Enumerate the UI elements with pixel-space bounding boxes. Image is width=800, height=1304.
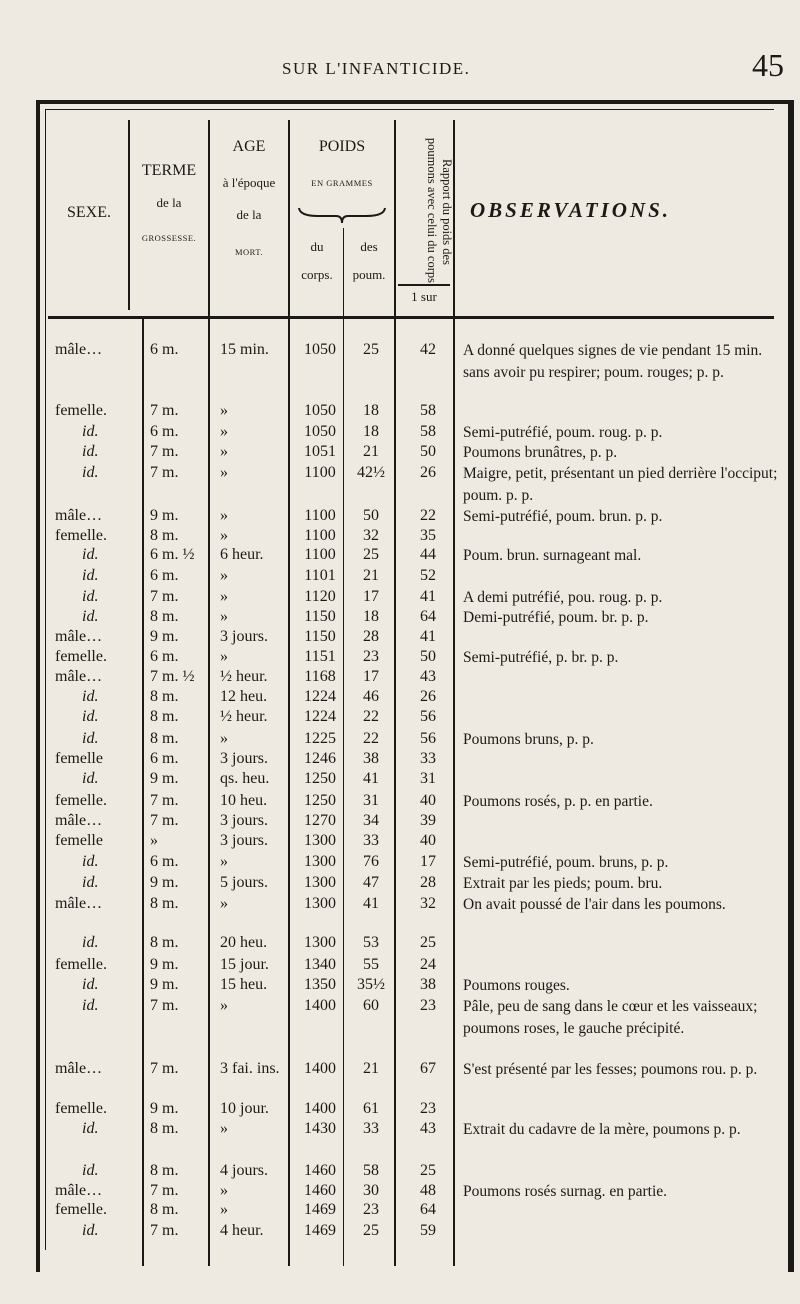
poids-poumons-cell: 30 [363, 1182, 379, 1199]
terme-cell: 7 m. [150, 464, 179, 481]
age-cell: » [220, 895, 228, 912]
poids-poumons-cell: 28 [363, 628, 379, 645]
poids-poumons-cell: 47 [363, 874, 379, 891]
poids-corps-cell: 1168 [304, 668, 336, 685]
sexe-cell: femelle. [55, 648, 107, 665]
terme-cell: 9 m. [150, 628, 179, 645]
sexe-cell: id. [82, 708, 99, 725]
poids-poumons-cell: 60 [363, 997, 379, 1014]
terme-cell: 8 m. [150, 527, 179, 544]
poids-corps-cell: 1100 [304, 527, 336, 544]
age-cell: 3 jours. [220, 750, 268, 767]
poids-poumons-cell: 58 [363, 1162, 379, 1179]
table-row [0, 1119, 800, 1143]
age-cell: 4 heur. [220, 1222, 264, 1239]
poids-corps-cell: 1460 [304, 1162, 336, 1179]
rapport-cell: 35 [420, 527, 436, 544]
age-cell: » [220, 567, 228, 584]
rapport-cell: 39 [420, 812, 436, 829]
poids-corps-cell: 1430 [304, 1120, 336, 1137]
sexe-cell: id. [82, 608, 99, 625]
observation-cell: Poumons bruns, p. p. [463, 731, 594, 748]
age-cell: » [220, 1201, 228, 1218]
rapport-cell: 23 [420, 1100, 436, 1117]
sexe-cell: femelle. [55, 402, 107, 419]
poids-poumons-cell: 41 [363, 895, 379, 912]
rapport-cell: 41 [420, 588, 436, 605]
rapport-cell: 58 [420, 402, 436, 419]
terme-cell: 8 m. [150, 934, 179, 951]
sexe-cell: mâle… [55, 341, 103, 358]
poids-corps-cell: 1300 [304, 934, 336, 951]
terme-cell: 8 m. [150, 1162, 179, 1179]
sexe-cell: id. [82, 588, 99, 605]
poids-corps-cell: 1250 [304, 770, 336, 787]
terme-cell: 9 m. [150, 507, 179, 524]
poids-corps-cell: 1400 [304, 1100, 336, 1117]
sexe-cell: id. [82, 423, 99, 440]
poids-poumons-cell: 55 [363, 956, 379, 973]
rapport-cell: 38 [420, 976, 436, 993]
sexe-cell: id. [82, 567, 99, 584]
terme-cell: 7 m. [150, 997, 179, 1014]
table-row [0, 933, 800, 957]
poids-poumons-cell: 21 [363, 443, 379, 460]
poids-poumons-cell: 61 [363, 1100, 379, 1117]
rapport-cell: 56 [420, 730, 436, 747]
observation-cell: S'est présenté par les fesses; poumons rou. p. p. [463, 1061, 758, 1078]
terme-cell: 6 m. [150, 341, 179, 358]
rapport-cell: 25 [420, 1162, 436, 1179]
poids-poumons-cell: 23 [363, 1201, 379, 1218]
poids-corps-cell: 1400 [304, 997, 336, 1014]
rapport-cell: 64 [420, 608, 436, 625]
poids-poumons-cell: 25 [363, 546, 379, 563]
sexe-cell: id. [82, 874, 99, 891]
age-cell: 15 heu. [220, 976, 268, 993]
header-poids-corps-2: corps. [301, 267, 333, 282]
rapport-cell: 22 [420, 507, 436, 524]
rapport-cell: 50 [420, 443, 436, 460]
poids-corps-cell: 1300 [304, 832, 336, 849]
rapport-cell: 64 [420, 1201, 436, 1218]
terme-cell: 8 m. [150, 708, 179, 725]
poids-poumons-cell: 42½ [357, 464, 385, 481]
poids-corps-cell: 1050 [304, 402, 336, 419]
age-cell: 3 jours. [220, 832, 268, 849]
rapport-cell: 41 [420, 628, 436, 645]
terme-cell: 6 m. [150, 423, 179, 440]
poids-corps-cell: 1225 [304, 730, 336, 747]
poids-corps-cell: 1300 [304, 874, 336, 891]
terme-cell: 8 m. [150, 1201, 179, 1218]
sexe-cell: id. [82, 730, 99, 747]
page-number: 45 [752, 47, 784, 83]
rapport-cell: 58 [420, 423, 436, 440]
terme-cell: 7 m. [150, 443, 179, 460]
poids-poumons-cell: 33 [363, 832, 379, 849]
age-cell: » [220, 730, 228, 747]
rapport-cell: 43 [420, 1120, 436, 1137]
poids-corps-cell: 1151 [304, 648, 336, 665]
sexe-cell: id. [82, 1162, 99, 1179]
rapport-cell: 52 [420, 567, 436, 584]
poids-poumons-cell: 18 [363, 608, 379, 625]
rapport-cell: 17 [420, 853, 436, 870]
observation-cell: A demi putréfié, pou. roug. p. p. [463, 589, 663, 606]
rapport-cell: 48 [420, 1182, 436, 1199]
poids-corps-cell: 1150 [304, 628, 336, 645]
age-cell: qs. heu. [220, 770, 270, 787]
sexe-cell: femelle. [55, 527, 107, 544]
poids-poumons-cell: 38 [363, 750, 379, 767]
header-rapport: Rapport du poids des poumons avec celui du corps. [425, 137, 454, 287]
terme-cell: » [150, 832, 158, 849]
sexe-cell: mâle… [55, 507, 103, 524]
sexe-cell: mâle… [55, 668, 103, 685]
rapport-cell: 24 [420, 956, 436, 973]
poids-poumons-cell: 18 [363, 402, 379, 419]
terme-cell: 7 m. [150, 1222, 179, 1239]
poids-corps-cell: 1400 [304, 1060, 336, 1077]
poids-corps-cell: 1101 [304, 567, 336, 584]
poids-corps-cell: 1224 [304, 708, 336, 725]
poids-corps-cell: 1300 [304, 895, 336, 912]
sexe-cell: mâle… [55, 1060, 103, 1077]
terme-cell: 9 m. [150, 1100, 179, 1117]
sexe-cell: id. [82, 464, 99, 481]
poids-poumons-cell: 32 [363, 527, 379, 544]
terme-cell: 8 m. [150, 895, 179, 912]
poids-corps-cell: 1120 [304, 588, 336, 605]
header-age-2: à l'époque [222, 175, 276, 190]
age-cell: 15 jour. [220, 956, 269, 973]
poids-corps-cell: 1300 [304, 853, 336, 870]
terme-cell: 8 m. [150, 688, 179, 705]
table-row [0, 707, 800, 731]
observation-cell: Extrait par les pieds; poum. bru. [463, 875, 663, 892]
poids-poumons-cell: 35½ [357, 976, 385, 993]
poids-corps-cell: 1270 [304, 812, 336, 829]
poids-corps-cell: 1469 [304, 1222, 336, 1239]
observation-cell: Pâle, peu de sang dans le cœur et les vaisseaux; poumons roses, le gauche précipité. [463, 998, 758, 1037]
header-poids-2: EN GRAMMES [311, 178, 373, 188]
rapport-cell: 56 [420, 708, 436, 725]
age-cell: » [220, 853, 228, 870]
poids-corps-cell: 1469 [304, 1201, 336, 1218]
header-observations: OBSERVATIONS. [470, 198, 672, 222]
sexe-cell: id. [82, 1120, 99, 1137]
terme-cell: 7 m. ½ [150, 668, 195, 685]
rapport-cell: 42 [420, 341, 436, 358]
observation-cell: Poum. brun. surnageant mal. [463, 547, 642, 564]
age-cell: » [220, 507, 228, 524]
sexe-cell: mâle… [55, 1182, 103, 1199]
poids-poumons-cell: 76 [363, 853, 379, 870]
terme-cell: 6 m. [150, 750, 179, 767]
sexe-cell: id. [82, 997, 99, 1014]
age-cell: ½ heur. [220, 708, 268, 725]
poids-poumons-cell: 17 [363, 668, 379, 685]
rapport-cell: 50 [420, 648, 436, 665]
header-poids-poum-2: poum. [352, 267, 386, 282]
header-age: AGE [232, 138, 266, 155]
terme-cell: 7 m. [150, 792, 179, 809]
header-terme-2: de la [156, 195, 182, 210]
sexe-cell: id. [82, 546, 99, 563]
age-cell: » [220, 464, 228, 481]
rapport-cell: 67 [420, 1060, 436, 1077]
observation-cell: Poumons rouges. [463, 977, 570, 994]
observation-cell: A donné quelques signes de vie pendant 15 min. sans avoir pu respirer; poum. rouges; p. p. [463, 342, 763, 381]
header-poids-poum: des [360, 239, 378, 254]
table-row [0, 894, 800, 918]
rapport-cell: 23 [420, 997, 436, 1014]
header-terme: TERME [141, 162, 197, 179]
age-cell: 10 heu. [220, 792, 268, 809]
table-row [0, 1221, 800, 1245]
poids-corps-cell: 1150 [304, 608, 336, 625]
age-cell: 12 heu. [220, 688, 268, 705]
terme-cell: 8 m. [150, 608, 179, 625]
observation-cell: Maigre, petit, présentant un pied derrière l'occiput; poum. p. p. [463, 465, 778, 504]
terme-cell: 7 m. [150, 402, 179, 419]
running-title: SUR L'INFANTICIDE. [282, 59, 471, 78]
age-cell: 3 fai. ins. [220, 1060, 280, 1077]
sexe-cell: id. [82, 1222, 99, 1239]
poids-corps-cell: 1051 [304, 443, 336, 460]
terme-cell: 6 m. [150, 853, 179, 870]
terme-cell: 9 m. [150, 976, 179, 993]
poids-poumons-cell: 33 [363, 1120, 379, 1137]
terme-cell: 7 m. [150, 1060, 179, 1077]
age-cell: 20 heu. [220, 934, 268, 951]
poids-corps-cell: 1340 [304, 956, 336, 973]
age-cell: 5 jours. [220, 874, 268, 891]
poids-poumons-cell: 23 [363, 648, 379, 665]
poids-poumons-cell: 22 [363, 708, 379, 725]
sexe-cell: femelle. [55, 1201, 107, 1218]
observation-cell: On avait poussé de l'air dans les poumons. [463, 896, 726, 913]
poids-corps-cell: 1100 [304, 507, 336, 524]
age-cell: ½ heur. [220, 668, 268, 685]
sexe-cell: mâle… [55, 628, 103, 645]
age-cell: 3 jours. [220, 812, 268, 829]
observation-cell: Semi-putréfié, poum. roug. p. p. [463, 424, 663, 441]
sexe-cell: femelle. [55, 1100, 107, 1117]
terme-cell: 9 m. [150, 956, 179, 973]
poids-poumons-cell: 18 [363, 423, 379, 440]
terme-cell: 7 m. [150, 1182, 179, 1199]
age-cell: » [220, 648, 228, 665]
table-row [0, 463, 800, 504]
poids-corps-cell: 1224 [304, 688, 336, 705]
age-cell: » [220, 402, 228, 419]
terme-cell: 7 m. [150, 588, 179, 605]
poids-poumons-cell: 17 [363, 588, 379, 605]
table-row [0, 1059, 800, 1083]
terme-cell: 8 m. [150, 1120, 179, 1137]
observation-cell: Demi-putréfié, poum. br. p. p. [463, 609, 649, 626]
poids-poumons-cell: 41 [363, 770, 379, 787]
terme-cell: 7 m. [150, 812, 179, 829]
sexe-cell: id. [82, 934, 99, 951]
age-cell: » [220, 588, 228, 605]
sexe-cell: mâle… [55, 895, 103, 912]
header-sexe: SEXE. [67, 204, 111, 221]
poids-poumons-cell: 22 [363, 730, 379, 747]
poids-poumons-cell: 21 [363, 1060, 379, 1077]
rapport-cell: 25 [420, 934, 436, 951]
header-poids: POIDS [318, 138, 366, 155]
terme-cell: 6 m. [150, 648, 179, 665]
poids-corps-cell: 1350 [304, 976, 336, 993]
poids-corps-cell: 1460 [304, 1182, 336, 1199]
observation-cell: Extrait du cadavre de la mère, poumons p. p. [463, 1121, 741, 1138]
age-cell: » [220, 1182, 228, 1199]
age-cell: 6 heur. [220, 546, 264, 563]
rapport-cell: 43 [420, 668, 436, 685]
observation-cell: Semi-putréfié, p. br. p. p. [463, 649, 619, 666]
rapport-cell: 33 [420, 750, 436, 767]
table-row [0, 996, 800, 1037]
sexe-cell: id. [82, 853, 99, 870]
header-poids-corps: du [310, 239, 324, 254]
rapport-cell: 40 [420, 792, 436, 809]
poids-poumons-cell: 53 [363, 934, 379, 951]
terme-cell: 6 m. ½ [150, 546, 195, 563]
poids-poumons-cell: 50 [363, 507, 379, 524]
age-cell: » [220, 443, 228, 460]
observation-cell: Poumons rosés surnag. en partie. [463, 1183, 668, 1200]
rapport-cell: 26 [420, 464, 436, 481]
header-terme-3: GROSSESSE. [141, 233, 197, 243]
poids-corps-cell: 1100 [304, 546, 336, 563]
header-rapport-sub: 1 sur [411, 289, 437, 304]
rapport-cell: 28 [420, 874, 436, 891]
observation-cell: Semi-putréfié, poum. brun. p. p. [463, 508, 663, 525]
terme-cell: 6 m. [150, 567, 179, 584]
age-cell: » [220, 608, 228, 625]
rapport-cell: 44 [420, 546, 436, 563]
rapport-cell: 31 [420, 770, 436, 787]
terme-cell: 9 m. [150, 770, 179, 787]
sexe-cell: mâle… [55, 812, 103, 829]
age-cell: » [220, 527, 228, 544]
observation-cell: Poumons brunâtres, p. p. [463, 444, 618, 461]
poids-poumons-cell: 31 [363, 792, 379, 809]
age-cell: » [220, 1120, 228, 1137]
poids-corps-cell: 1100 [304, 464, 336, 481]
rapport-cell: 59 [420, 1222, 436, 1239]
sexe-cell: femelle [55, 750, 103, 767]
poids-corps-cell: 1050 [304, 423, 336, 440]
terme-cell: 9 m. [150, 874, 179, 891]
age-cell: 15 min. [220, 341, 269, 358]
terme-cell: 8 m. [150, 730, 179, 747]
age-cell: » [220, 997, 228, 1014]
rapport-cell: 26 [420, 688, 436, 705]
age-cell: 3 jours. [220, 628, 268, 645]
age-cell: 4 jours. [220, 1162, 268, 1179]
rapport-cell: 40 [420, 832, 436, 849]
poids-poumons-cell: 25 [363, 341, 379, 358]
table-row [0, 769, 800, 793]
poids-corps-cell: 1246 [304, 750, 336, 767]
poids-corps-cell: 1050 [304, 341, 336, 358]
poids-corps-cell: 1250 [304, 792, 336, 809]
poids-poumons-cell: 46 [363, 688, 379, 705]
header-age-3: de la [236, 207, 262, 222]
poids-poumons-cell: 25 [363, 1222, 379, 1239]
sexe-cell: id. [82, 688, 99, 705]
table-row [0, 340, 800, 381]
poids-poumons-cell: 21 [363, 567, 379, 584]
rapport-cell: 32 [420, 895, 436, 912]
sexe-cell: femelle. [55, 792, 107, 809]
observation-cell: Semi-putréfié, poum. bruns, p. p. [463, 854, 669, 871]
sexe-cell: id. [82, 770, 99, 787]
age-cell: 10 jour. [220, 1100, 269, 1117]
sexe-cell: femelle. [55, 956, 107, 973]
header-age-4: MORT. [234, 247, 264, 257]
age-cell: » [220, 423, 228, 440]
sexe-cell: id. [82, 976, 99, 993]
observation-cell: Poumons rosés, p. p. en partie. [463, 793, 653, 810]
sexe-cell: id. [82, 443, 99, 460]
sexe-cell: femelle [55, 832, 103, 849]
poids-poumons-cell: 34 [363, 812, 379, 829]
